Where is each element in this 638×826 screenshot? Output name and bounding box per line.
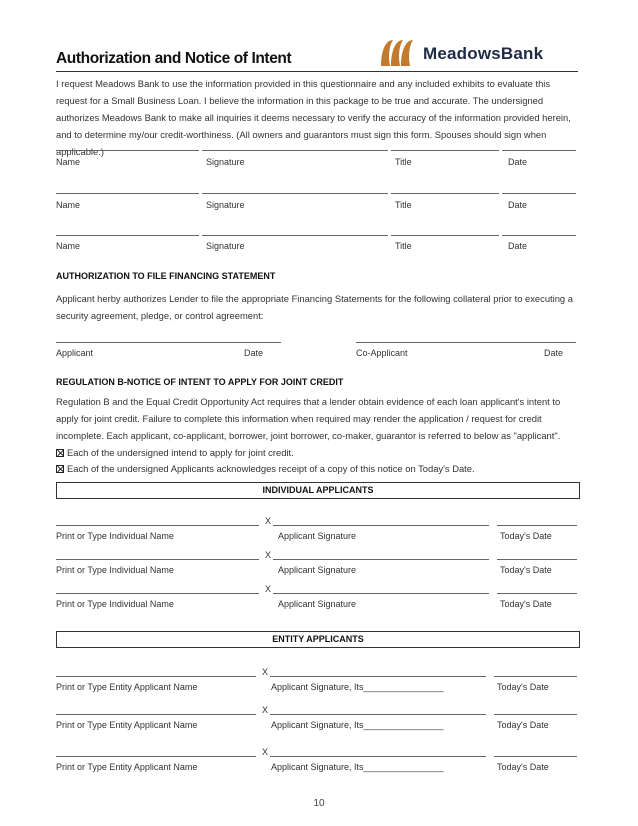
- entity-name-line[interactable]: [56, 756, 256, 757]
- entity-date-label: Today's Date: [497, 762, 549, 772]
- entity-signature-line[interactable]: [270, 676, 486, 677]
- applicant-label: Applicant: [56, 348, 94, 358]
- entity-date-label: Today's Date: [497, 682, 549, 692]
- page-number: 10: [313, 798, 325, 809]
- individual-name-label: Print or Type Individual Name: [56, 565, 174, 575]
- signature-label: Signature: [206, 157, 245, 167]
- regb-heading: REGULATION B-NOTICE OF INTENT TO APPLY FOR JOINT CREDIT: [56, 377, 344, 387]
- date-label: Date: [244, 348, 264, 358]
- individual-name-line[interactable]: [56, 525, 259, 526]
- title-label: Title: [395, 241, 412, 251]
- entity-signature-line[interactable]: [270, 756, 486, 757]
- checked-checkbox[interactable]: [56, 449, 64, 457]
- entity-signature-label: Applicant Signature, Its________________: [271, 682, 444, 692]
- signature-label: Signature: [206, 241, 245, 251]
- applicant-line[interactable]: [56, 342, 281, 343]
- entity-name-line[interactable]: [56, 676, 256, 677]
- individual-signature-line[interactable]: [273, 525, 489, 526]
- date-line[interactable]: [502, 150, 576, 151]
- financing-heading: AUTHORIZATION TO FILE FINANCING STATEMENT: [56, 271, 276, 281]
- title-label: Title: [395, 157, 412, 167]
- individual-date-label: Today's Date: [500, 531, 552, 541]
- owner-signature-block: [0, 0, 638, 260]
- title-label: Title: [395, 200, 412, 210]
- check2-label: Each of the undersigned Applicants acknowledges receipt of a copy of this notice on Today's Date.: [67, 463, 475, 474]
- co-applicant-line[interactable]: [356, 342, 576, 343]
- name-label: Name: [56, 157, 81, 167]
- entity-date-label: Today's Date: [497, 720, 549, 730]
- name-line[interactable]: [56, 235, 199, 236]
- entity-signature-line[interactable]: [270, 714, 486, 715]
- individual-date-label: Today's Date: [500, 599, 552, 609]
- title-line[interactable]: [391, 235, 499, 236]
- date-label: Date: [508, 157, 528, 167]
- individual-date-line[interactable]: [497, 593, 577, 594]
- name-line[interactable]: [56, 150, 199, 151]
- date-line[interactable]: [502, 193, 576, 194]
- individual-applicants-header: INDIVIDUAL APPLICANTS: [56, 482, 580, 499]
- individual-signature-label: Applicant Signature: [278, 565, 357, 575]
- entity-name-label: Print or Type Entity Applicant Name: [56, 762, 198, 772]
- x-mark: X: [265, 550, 272, 560]
- entity-name-line[interactable]: [56, 714, 256, 715]
- x-mark: X: [262, 705, 269, 715]
- entity-signature-label: Applicant Signature, Its________________: [271, 720, 444, 730]
- individual-name-line[interactable]: [56, 593, 259, 594]
- co-applicant-label: Co-Applicant: [356, 348, 408, 358]
- date-label: Date: [508, 200, 528, 210]
- name-label: Name: [56, 200, 81, 210]
- entity-date-line[interactable]: [494, 714, 577, 715]
- entity-date-line[interactable]: [494, 756, 577, 757]
- entity-signature-label: Applicant Signature, Its________________: [271, 762, 444, 772]
- individual-signature-line[interactable]: [273, 593, 489, 594]
- entity-applicants-header: ENTITY APPLICANTS: [56, 631, 580, 648]
- individual-date-line[interactable]: [497, 525, 577, 526]
- x-mark: X: [262, 667, 269, 677]
- regb-paragraph: Regulation B and the Equal Credit Opportunity Act requires that a lender obtain evidence of each loan applicant's intent to apply for joint credit. Failure to complete this information when required may render the application / request for credit incomplete. Each applicant, co-applicant, borrower, joint borrower, co-maker, guarantor is referred to below as "applicant".: [56, 396, 561, 441]
- individual-signature-label: Applicant Signature: [278, 599, 357, 609]
- signature-line[interactable]: [202, 150, 388, 151]
- signature-line[interactable]: [202, 235, 388, 236]
- individual-name-label: Print or Type Individual Name: [56, 531, 174, 541]
- individual-signature-line[interactable]: [273, 559, 489, 560]
- date-label: Date: [544, 348, 564, 358]
- page-title: Authorization and Notice of Intent: [56, 50, 292, 67]
- financing-paragraph: Applicant herby authorizes Lender to file the appropriate Financing Statements for the following collateral prior to executing a security agreement, pledge, or control agreement:: [56, 293, 573, 321]
- signature-line[interactable]: [202, 193, 388, 194]
- signature-label: Signature: [206, 200, 245, 210]
- individual-name-label: Print or Type Individual Name: [56, 599, 174, 609]
- check1-label: Each of the undersigned intend to apply for joint credit.: [67, 447, 294, 458]
- title-line[interactable]: [391, 150, 499, 151]
- individual-signature-label: Applicant Signature: [278, 531, 357, 541]
- individual-date-label: Today's Date: [500, 565, 552, 575]
- notice-receipt-checkbox-row: [56, 463, 475, 474]
- entity-name-label: Print or Type Entity Applicant Name: [56, 720, 198, 730]
- logo-text: MeadowsBank: [423, 44, 544, 63]
- individual-name-line[interactable]: [56, 559, 259, 560]
- x-mark: X: [265, 516, 272, 526]
- entity-date-line[interactable]: [494, 676, 577, 677]
- joint-credit-checkbox-row: [56, 447, 294, 458]
- date-line[interactable]: [502, 235, 576, 236]
- individual-date-line[interactable]: [497, 559, 577, 560]
- intro-paragraph: I request Meadows Bank to use the information provided in this questionnaire and any included exhibits to evaluate this request for a Small Business Loan. I believe the information in this package to be true and accurate. The undersigned authorizes Meadows Bank to make all inquiries it deems necessary to verify the accuracy of the information provided herein, and to determine my/our credit-worthiness. (All owners and guarantors must sign this form. Spouses should sign when applicable.): [56, 78, 571, 157]
- x-mark: X: [265, 584, 272, 594]
- checked-checkbox[interactable]: [56, 465, 64, 473]
- name-line[interactable]: [56, 193, 199, 194]
- x-mark: X: [262, 747, 269, 757]
- title-line[interactable]: [391, 193, 499, 194]
- date-label: Date: [508, 241, 528, 251]
- name-label: Name: [56, 241, 81, 251]
- entity-name-label: Print or Type Entity Applicant Name: [56, 682, 198, 692]
